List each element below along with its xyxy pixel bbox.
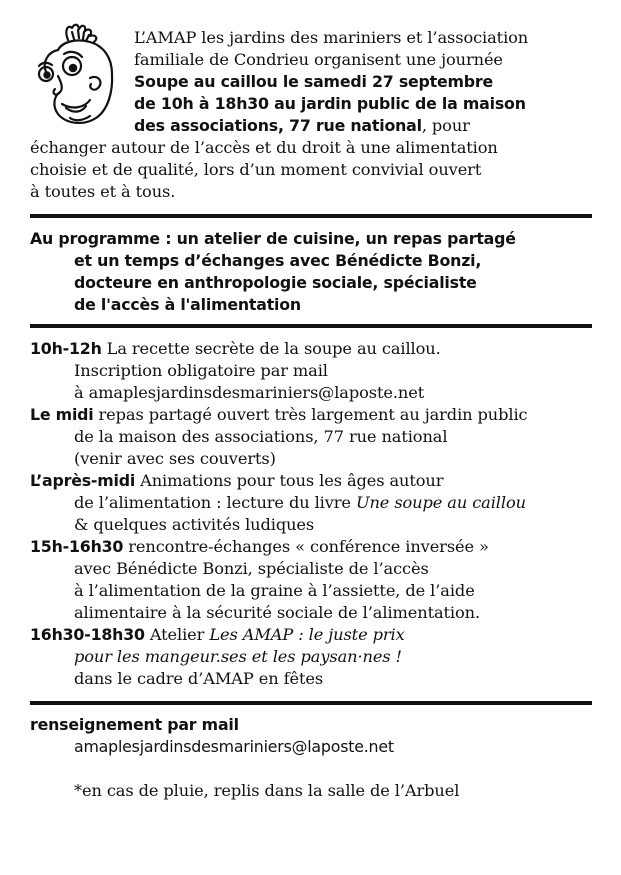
schedule-text: repas partagé ouvert très largement au jardin public xyxy=(93,405,528,424)
divider xyxy=(30,324,592,328)
schedule-text: rencontre-échanges « conférence inversée » xyxy=(123,537,489,556)
intro-line: familiale de Condrieu organisent une journée xyxy=(134,50,503,69)
programme-line: de l'accès à l'alimentation xyxy=(74,295,301,314)
programme-line: et un temps d’échanges avec Bénédicte Bonzi, xyxy=(74,251,482,270)
programme-summary xyxy=(30,228,590,316)
schedule-item xyxy=(30,624,600,646)
schedule-list xyxy=(30,338,600,690)
schedule-text: de la maison des associations, 77 rue national xyxy=(74,427,448,446)
divider xyxy=(30,214,592,218)
schedule-email: à amaplesjardinsdesmariniers@laposte.net xyxy=(74,383,425,402)
schedule-item xyxy=(30,536,600,558)
schedule-text: Inscription obligatoire par mail xyxy=(74,361,328,380)
schedule-time: 15h-16h30 xyxy=(30,537,124,556)
schedule-text: alimentaire à la sécurité sociale de l’alimentation. xyxy=(74,603,481,622)
stone-face-drawing-icon xyxy=(28,22,128,132)
divider xyxy=(30,701,592,705)
contact-section xyxy=(30,714,590,802)
programme-line: Au programme : un atelier de cuisine, un repas partagé xyxy=(30,229,516,248)
schedule-text: de l’alimentation : lecture du livre xyxy=(74,493,356,512)
intro-line: choisie et de qualité, lors d’un moment convivial ouvert xyxy=(30,160,482,179)
event-address: des associations, 77 rue national xyxy=(134,116,422,135)
schedule-time: L’après-midi xyxy=(30,471,136,490)
schedule-text: Animations pour tous les âges autour xyxy=(135,471,444,490)
intro-continuation xyxy=(30,137,590,203)
intro-paragraph xyxy=(134,27,594,137)
schedule-text: (venir avec ses couverts) xyxy=(74,449,276,468)
schedule-text xyxy=(30,492,600,514)
workshop-title: Les AMAP : le juste prix xyxy=(209,625,405,644)
schedule-time: Le midi xyxy=(30,405,94,424)
event-title: Soupe au caillou le samedi 27 septembre xyxy=(134,72,493,91)
schedule-item xyxy=(30,338,600,360)
intro-line: à toutes et à tous. xyxy=(30,182,176,201)
event-time-place: de 10h à 18h30 au jardin public de la maison xyxy=(134,94,526,113)
workshop-title: pour les mangeur.ses et les paysan·nes ! xyxy=(74,647,402,666)
contact-email: amaplesjardinsdesmariniers@laposte.net xyxy=(74,737,394,756)
schedule-text: Atelier xyxy=(144,625,210,644)
intro-line: , pour xyxy=(421,116,470,135)
intro-line: échanger autour de l’accès et du droit à une alimentation xyxy=(30,138,498,157)
book-title: Une soupe au caillou xyxy=(355,493,526,512)
schedule-time: 16h30-18h30 xyxy=(30,625,145,644)
intro-line: L’AMAP les jardins des mariniers et l’association xyxy=(134,28,529,47)
schedule-item xyxy=(30,470,600,492)
contact-heading: renseignement par mail xyxy=(30,715,239,734)
schedule-text: & quelques activités ludiques xyxy=(74,515,315,534)
schedule-text: dans le cadre d’AMAP en fêtes xyxy=(74,669,324,688)
rain-note: *en cas de pluie, replis dans la salle de l’Arbuel xyxy=(74,781,460,800)
schedule-text: avec Bénédicte Bonzi, spécialiste de l’accès xyxy=(74,559,429,578)
schedule-time: 10h-12h xyxy=(30,339,102,358)
schedule-text: La recette secrète de la soupe au caillou. xyxy=(101,339,441,358)
programme-line: docteure en anthropologie sociale, spécialiste xyxy=(74,273,477,292)
schedule-item xyxy=(30,404,600,426)
schedule-text: à l’alimentation de la graine à l’assiette, de l’aide xyxy=(74,581,475,600)
